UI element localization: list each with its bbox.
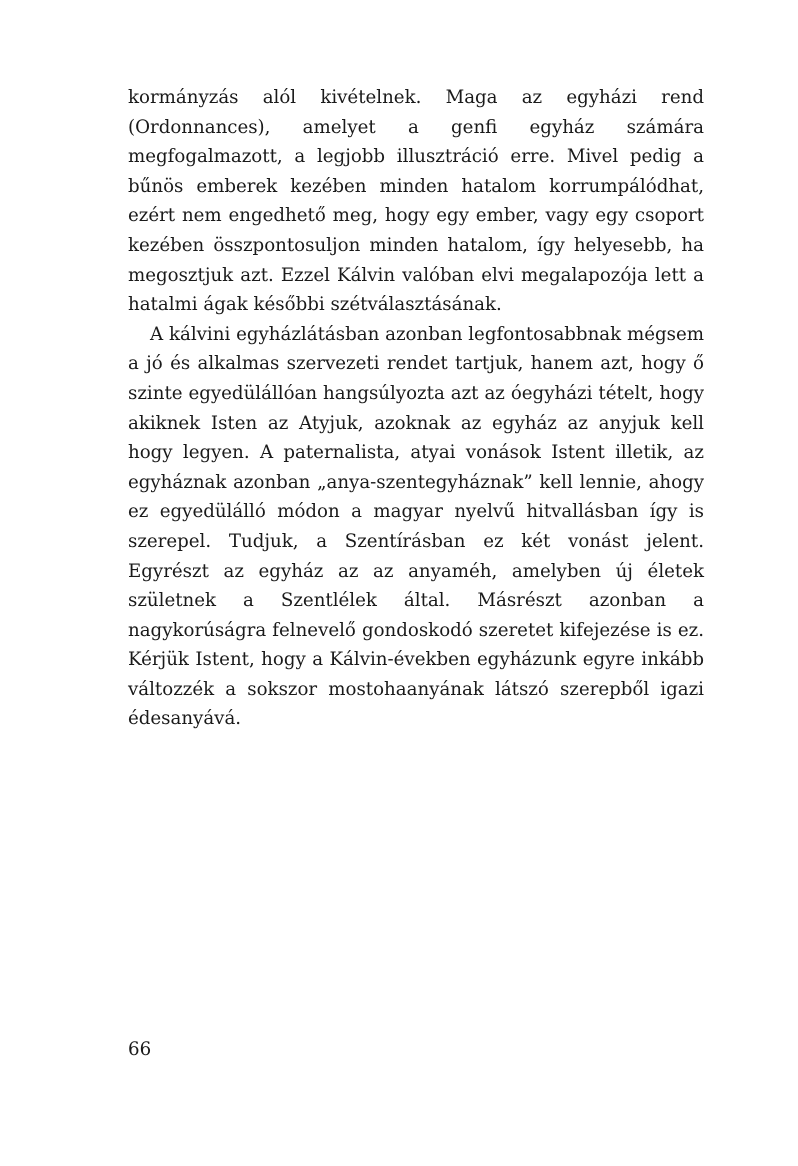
paragraph-continuation: kormányzás alól kivételnek. Maga az egyházi rend (Ordonnances), amelyet a genfi egyház számára megfogalmazott, a legjobb illusztráció erre. Mivel pedig a bűnös emberek kezében minden hatalom korrumpálódhat, ezért nem engedhető meg, hogy egy ember, vagy egy csoport kezében összpontosuljon minden hatalom, így helyesebb, ha megosztjuk azt. Ezzel Kálvin valóban elvi megalapozója lett a hatalmi ágak későbbi szétválasztásának. [128,87,704,316]
body-text [128,83,704,734]
paragraph: A kálvini egyházlátásban azonban legfontosabbnak mégsem a jó és alkalmas szervezeti rendet tartjuk, hanem azt, hogy ő szinte egyedülállóan hangsúlyozta azt az óegyházi tételt, hogy akiknek Isten az Atyjuk, azoknak az egyház az anyjuk kell hogy legyen. A paternalista, atyai vonások Istent illetik, az egyháznak azonban „anya-szentegyháznak” kell lennie, ahogy ez egyedülálló módon a magyar nyelvű hitvallásban így is szerepel. Tudjuk, a Szentírásban ez két vonást jelent. Egyrészt az egyház az az anyaméh, amelyben új életek születnek a Szentlélek által. Másrészt azonban a nagykorúságra felnevelő gondoskodó szeretet kifejezése is ez. Kérjük Istent, hogy a Kálvin-években egyházunk egyre inkább változzék a sokszor mostohaanyának látszó szerepből igazi édesanyává. [128,323,704,730]
page-number: 66 [128,1039,152,1060]
